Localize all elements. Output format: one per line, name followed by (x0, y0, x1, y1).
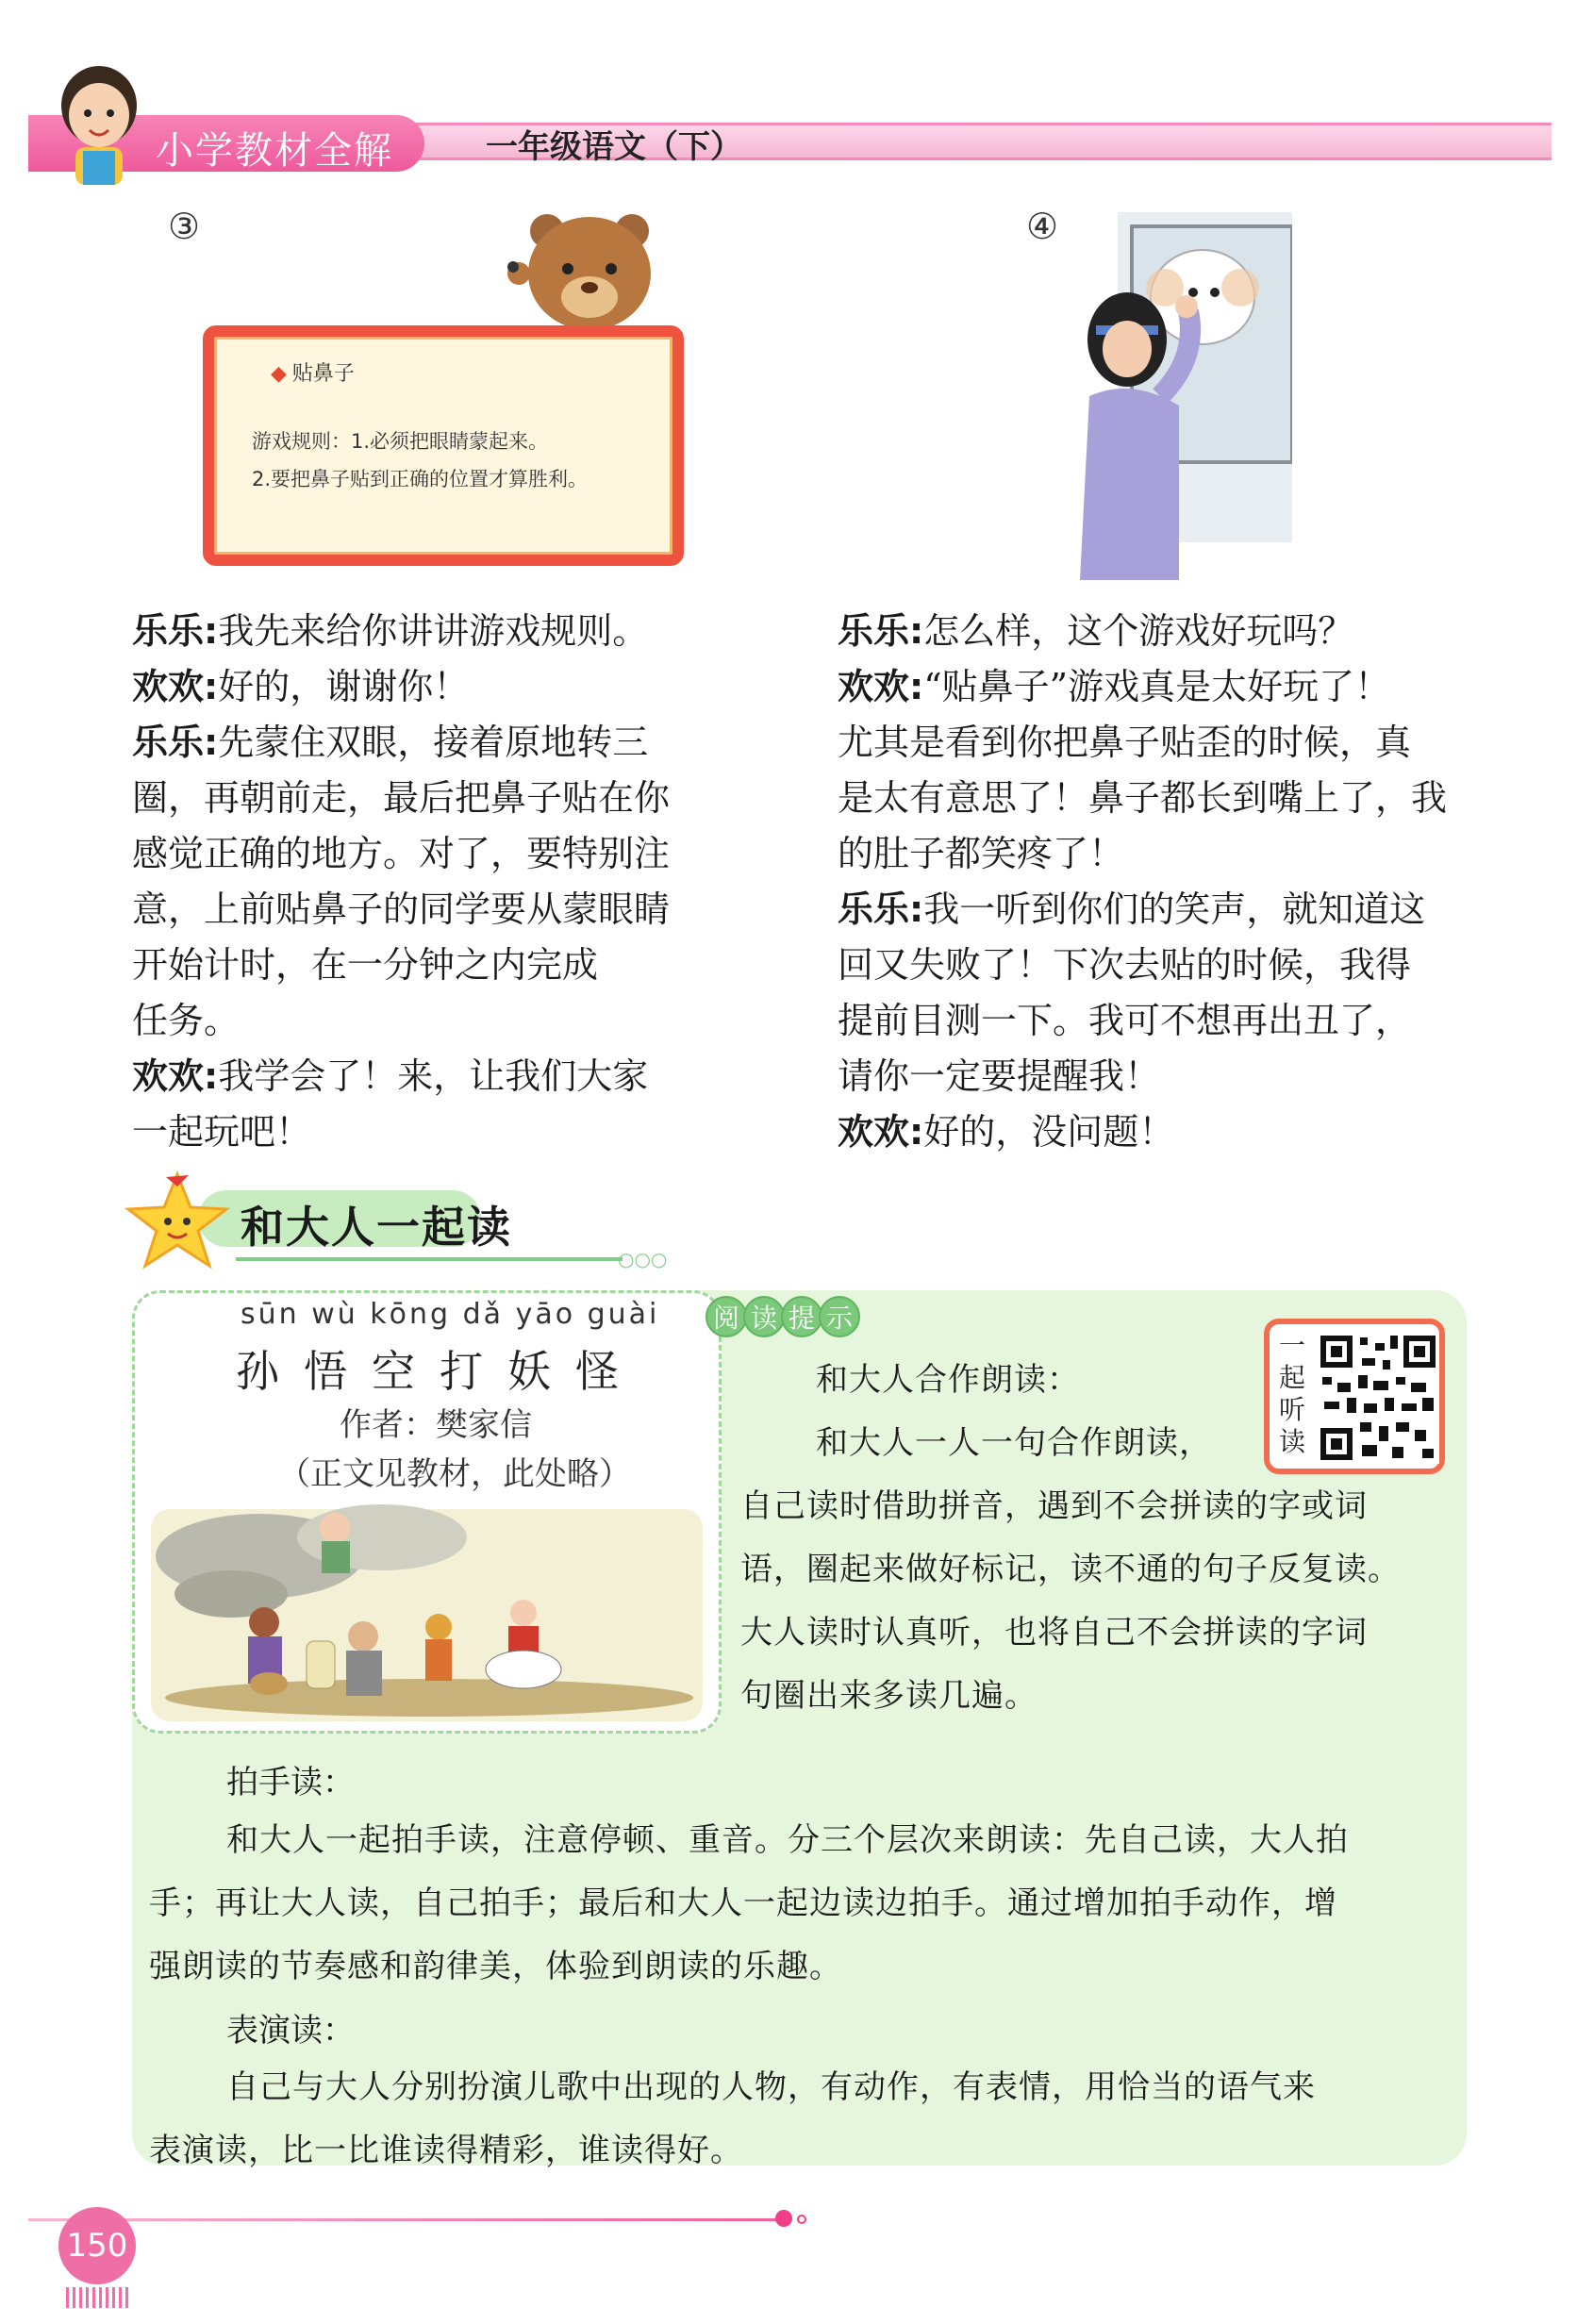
section-title: 和大人一起读 (241, 1202, 512, 1253)
panel-number-4: ④ (1026, 206, 1059, 247)
clap-read-heading: 拍手读： (226, 1764, 355, 1801)
dialog-line: 圈，再朝前走，最后把鼻子贴在你 (132, 777, 671, 819)
page-number: 150 (58, 2207, 136, 2284)
diamond-icon: ◆ (271, 362, 287, 386)
tip-line: 语，圈起来做好标记，读不通的句子反复读。 (740, 1551, 1401, 1588)
dialog-line: 一起玩吧！ (132, 1111, 312, 1153)
clap-read-body (149, 1809, 1460, 1999)
dialog-line: 乐乐:我先来给你讲讲游戏规则。 (132, 610, 649, 652)
dialog-line: 意，上前贴鼻子的同学要从蒙眼睛 (132, 888, 671, 930)
dialog-line: 乐乐:先蒙住双眼，接着原地转三 (132, 722, 649, 763)
dialog-line: 尤其是看到你把鼻子贴歪的时候，真 (838, 722, 1412, 763)
book-subtitle: 一年级语文（下） (486, 128, 742, 166)
perform-read-body (149, 2056, 1460, 2183)
series-title: 小学教材全解 (156, 129, 393, 173)
dialog-left (132, 604, 689, 1160)
panel-number-3: ③ (168, 206, 201, 247)
reading-tip-label: 阅 读 提 示 (706, 1296, 894, 1343)
clap-read-line: 强朗读的节奏感和韵律美，体验到朗读的乐趣。 (149, 1948, 842, 1985)
dialog-line: 请你一定要提醒我！ (838, 1055, 1161, 1097)
monkey-king-journey-illustration (146, 1471, 707, 1726)
section-banner (123, 1170, 668, 1273)
boy-mascot-icon (47, 57, 151, 189)
tip-line: 和大人一人一句合作朗读， (816, 1424, 1212, 1462)
footer-line (28, 2218, 783, 2221)
clap-read-line: 手；再让大人读，自己拍手；最后和大人一起边读边拍手。通过增加拍手动作，增 (149, 1884, 1337, 1922)
story-note: （正文见教材，此处略） (278, 1455, 631, 1493)
blindfolded-girl-illustration (1075, 208, 1292, 580)
dialog-line: 任务。 (132, 1000, 241, 1041)
dialog-line: 欢欢:“贴鼻子”游戏真是太好玩了！ (838, 666, 1391, 707)
dialog-line: 欢欢:好的，谢谢你！ (132, 666, 470, 707)
dialog-line: 回又失败了！下次去贴的时候，我得 (838, 944, 1412, 986)
dots-decoration: ○○○ (618, 1248, 668, 1270)
tip-body (740, 1412, 1457, 1728)
dialog-line: 乐乐:我一听到你们的笑声，就知道这 (838, 888, 1426, 930)
perform-read-line: 表演读，比一比谁读得精彩，谁读得好。 (149, 2132, 743, 2169)
dialog-right (838, 604, 1460, 1160)
tip-line: 大人读时认真听，也将自己不会拼读的字词 (740, 1614, 1368, 1652)
story-pinyin: sūn wù kōng dǎ yāo guài (241, 1298, 660, 1331)
tip-line: 句圈出来多读几遍。 (740, 1677, 1038, 1715)
rules-card-title: ◆ 贴鼻子 (271, 362, 355, 386)
rules-line-1: 游戏规则：1.必须把眼睛蒙起来。 (252, 430, 549, 453)
qr-label: 一起听读 (1278, 1330, 1305, 1457)
star-icon (123, 1170, 236, 1273)
story-title: 孙悟空打妖怪 (236, 1346, 643, 1397)
page-number-ticks (66, 2287, 132, 2308)
page-header (0, 57, 1577, 198)
perform-read-line: 自己与大人分别扮演儿歌中出现的人物，有动作，有表情，用恰当的语气来 (226, 2068, 1316, 2106)
banner-underline (236, 1257, 622, 1261)
rules-line-2: 2.要把鼻子贴到正确的位置才算胜利。 (252, 468, 589, 490)
bear-icon (490, 203, 670, 344)
clap-read-line: 和大人一起拍手读，注意停顿、重音。分三个层次来朗读：先自己读，大人拍 (226, 1821, 1349, 1859)
perform-read-heading: 表演读： (226, 2012, 355, 2050)
game-rules-card (203, 325, 684, 566)
story-author: 作者：樊家信 (340, 1406, 532, 1444)
dialog-line: 开始计时，在一分钟之内完成 (132, 944, 599, 986)
dialog-line: 欢欢:好的，没问题！ (838, 1111, 1175, 1153)
dialog-line: 感觉正确的地方。对了，要特别注 (132, 833, 671, 874)
dialog-line: 欢欢:我学会了！来，让我们大家 (132, 1055, 649, 1097)
tip-heading: 和大人合作朗读： (816, 1361, 1080, 1399)
dialog-line: 的肚子都笑疼了！ (838, 833, 1125, 874)
footer-dot-ring (797, 2215, 806, 2224)
dialog-line: 提前目测一下。我可不想再出丑了， (838, 1000, 1412, 1041)
tip-line: 自己读时借助拼音，遇到不会拼读的字或词 (740, 1487, 1368, 1525)
dialog-line: 是太有意思了！鼻子都长到嘴上了，我 (838, 777, 1448, 819)
footer-dot (775, 2210, 792, 2227)
dialog-line: 乐乐:怎么样，这个游戏好玩吗？ (838, 610, 1354, 652)
